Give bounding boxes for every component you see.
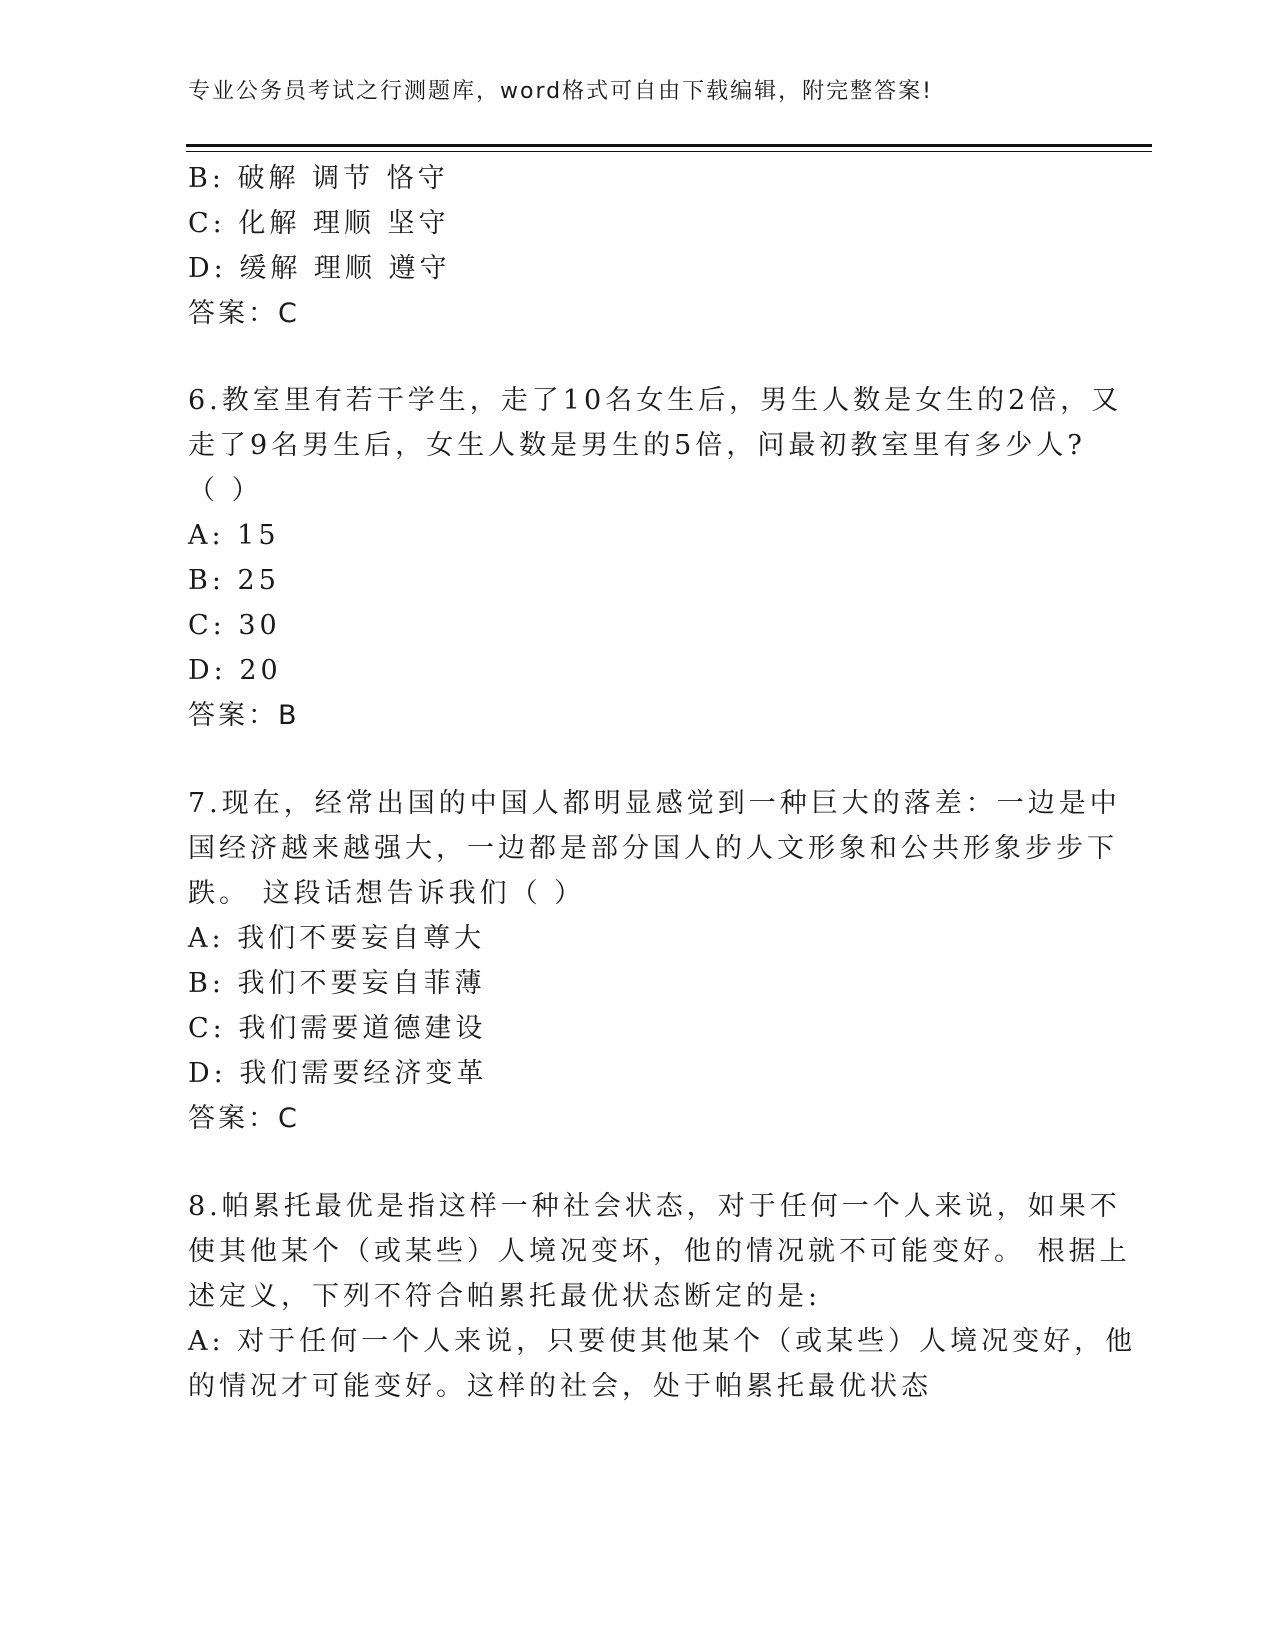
page-header: 专业公务员考试之行测题库，word格式可自由下载编辑，附完整答案! (188, 79, 933, 104)
q8-stem-line-3: 述定义，下列不符合帕累托最优状态断定的是: (188, 1281, 822, 1312)
q7-answer: 答案：C (188, 1103, 300, 1134)
q7-option-d: D: 我们需要经济变革 (188, 1058, 488, 1089)
q7-option-c: C: 我们需要道德建设 (188, 1013, 487, 1044)
header-rule-thin (186, 151, 1152, 152)
q7-stem-line-3: 跌。 这段话想告诉我们（ ） (188, 878, 586, 909)
q6-stem-line-2: 走了9名男生后，女生人数是男生的5倍，问最初教室里有多少人? (188, 430, 1086, 461)
q8-option-a-line-1: A: 对于任何一个人来说，只要使其他某个（或某些）人境况变好，他 (188, 1326, 1137, 1357)
header-rule-thick (186, 144, 1152, 147)
q5-option-d: D: 缓解 理顺 遵守 (188, 253, 451, 284)
q5-option-b: B: 破解 调节 恪守 (188, 163, 449, 194)
q6-option-d: D: 20 (188, 655, 282, 686)
q8-stem-line-1: 8.帕累托最优是指这样一种社会状态，对于任何一个人来说，如果不 (188, 1191, 1121, 1222)
q7-option-a: A: 我们不要妄自尊大 (188, 923, 486, 954)
q6-stem-line-1: 6.教室里有若干学生，走了10名女生后，男生人数是女生的2倍，又 (188, 385, 1123, 416)
q7-option-b: B: 我们不要妄自菲薄 (188, 968, 486, 999)
q6-option-c: C: 30 (188, 610, 281, 641)
q6-option-b: B: 25 (188, 565, 280, 596)
q7-stem-line-1: 7.现在，经常出国的中国人都明显感觉到一种巨大的落差：一边是中 (188, 788, 1121, 819)
q6-answer: 答案：B (188, 700, 300, 731)
q6-option-a: A: 15 (188, 520, 280, 551)
q7-stem-line-2: 国经济越来越强大，一边都是部分国人的人文形象和公共形象步步下 (188, 833, 1118, 864)
q5-answer: 答案：C (188, 298, 300, 329)
q8-option-a-line-2: 的情况才可能变好。这样的社会，处于帕累托最优状态 (188, 1371, 932, 1402)
q5-option-c: C: 化解 理顺 坚守 (188, 208, 450, 239)
q6-stem-line-3: （ ） (188, 475, 263, 506)
q8-stem-line-2: 使其他某个（或某些）人境况变坏，他的情况就不可能变好。 根据上 (188, 1236, 1131, 1267)
